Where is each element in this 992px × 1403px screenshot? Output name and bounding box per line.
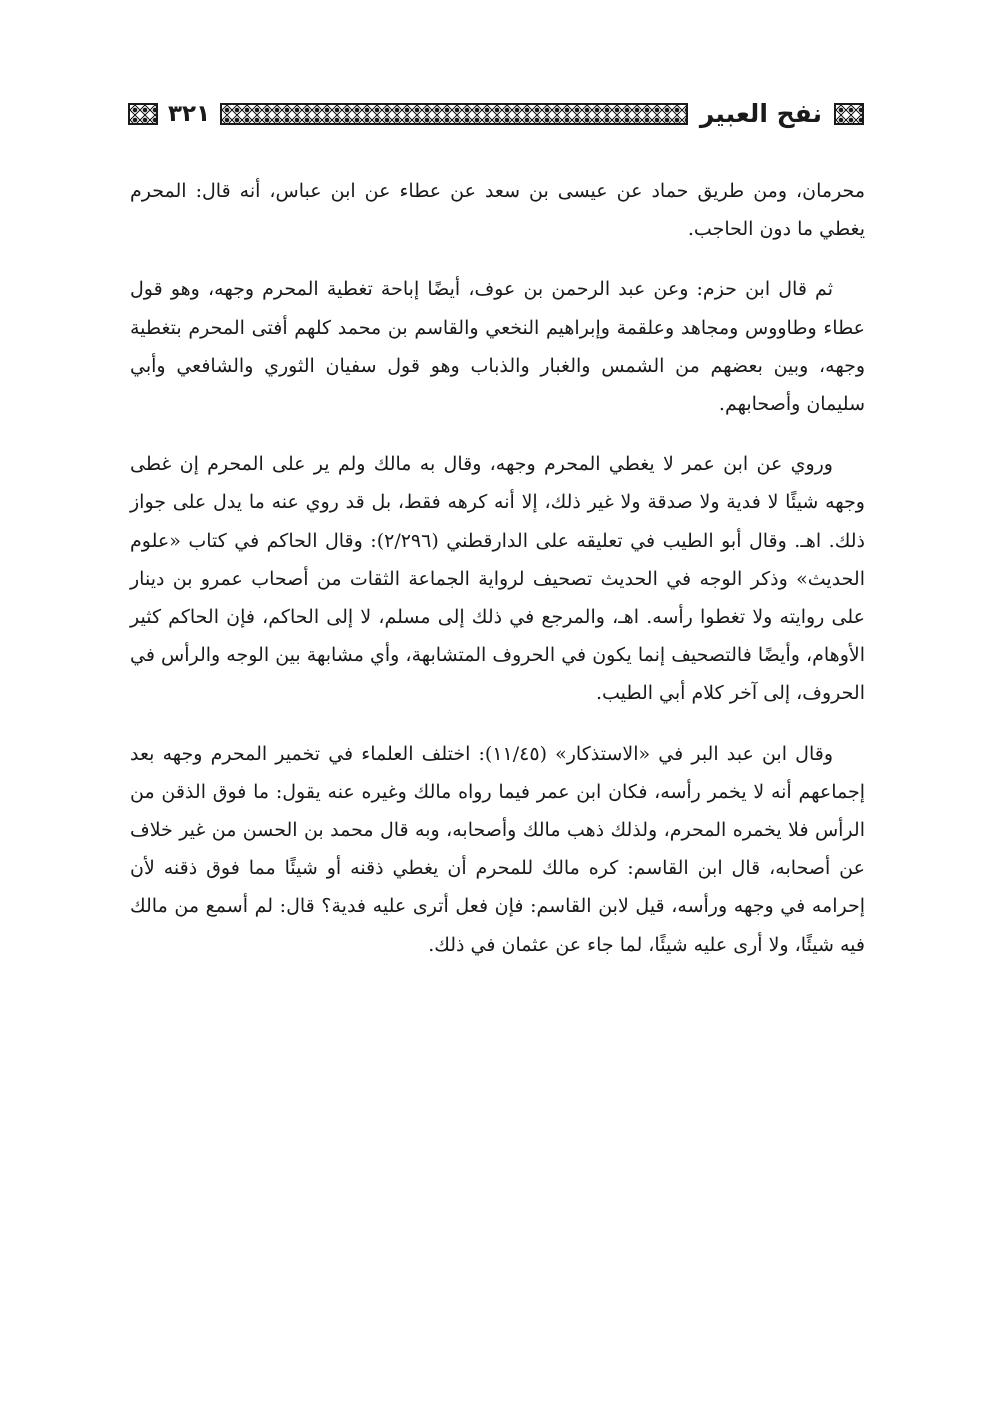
paragraph: ثم قال ابن حزم: وعن عبد الرحمن بن عوف، أيضًا إباحة تغطية المحرم وجهه، وهو قول عطاء وطاووس ومجاهد وعلقمة وإبراهيم النخعي والقاسم بن محمد كلهم أفتى المحرم بتغطية وجهه، وبين بعضهم من الشمس والغبار والذباب وهو قول سفيان الثوري والشافعي وأبي سليمان وأصحابهم. xyxy=(130,278,865,416)
running-title: نفح العبير xyxy=(699,99,822,128)
paragraph: محرمان، ومن طريق حماد عن عيسى بن سعد عن عطاء عن ابن عباس، أنه قال: المحرم يغطي ما دون الحاجب. xyxy=(130,180,865,241)
running-header xyxy=(128,96,864,132)
paragraph: وروي عن ابن عمر لا يغطي المحرم وجهه، وقال به مالك ولم ير على المحرم إن غطى وجهه شيئًا لا فدية ولا صدقة ولا غير ذلك، إلا أنه كرهه فقط، بل قد روي عنه ما يدل على جواز ذلك. اهـ. وقال أبو الطيب في تعليقه على الدارقطني (٢/٢٩٦): وقال الحاكم في كتاب «علوم الحديث» وذكر الوجه في الحديث تصحيف لرواية الجماعة الثقات من أصحاب عمرو بن دينار على روايته ولا تغطوا رأسه. اهـ، والمرجع في ذلك إلى مسلم، لا إلى الحاكم، فإن الحاكم كثير الأوهام، وأيضًا فالتصحيف إنما يكون في الحروف المتشابهة، وأي مشابهة بين الوجه والرأس في الحروف، إلى آخر كلام أبي الطيب. xyxy=(130,453,865,705)
ornament-icon xyxy=(128,103,158,125)
ornament-icon xyxy=(834,103,864,125)
paragraph: وقال ابن عبد البر في «الاستذكار» (١١/٤٥): اختلف العلماء في تخمير المحرم وجهه بعد إجماعهم أنه لا يخمر رأسه، فكان ابن عمر فيما رواه مالك وغيره عنه يقول: ما فوق الذقن من الرأس فلا يخمره المحرم، ولذلك ذهب مالك وأصحابه، وبه قال محمد بن الحسن من غير خلاف عن أصحابه، قال ابن القاسم: كره مالك للمحرم أن يغطي ذقنه أو شيئًا مما فوق ذقنه لأن إحرامه في وجهه ورأسه، قيل لابن القاسم: فإن فعل أترى عليه فدية؟ قال: لم أسمع من مالك فيه شيئًا، ولا أرى عليه شيئًا، لما جاء عن عثمان في ذلك. xyxy=(130,742,865,956)
ornament-band-icon xyxy=(220,103,688,125)
page-number: ٣٢١ xyxy=(168,101,211,127)
page-body xyxy=(130,172,865,964)
